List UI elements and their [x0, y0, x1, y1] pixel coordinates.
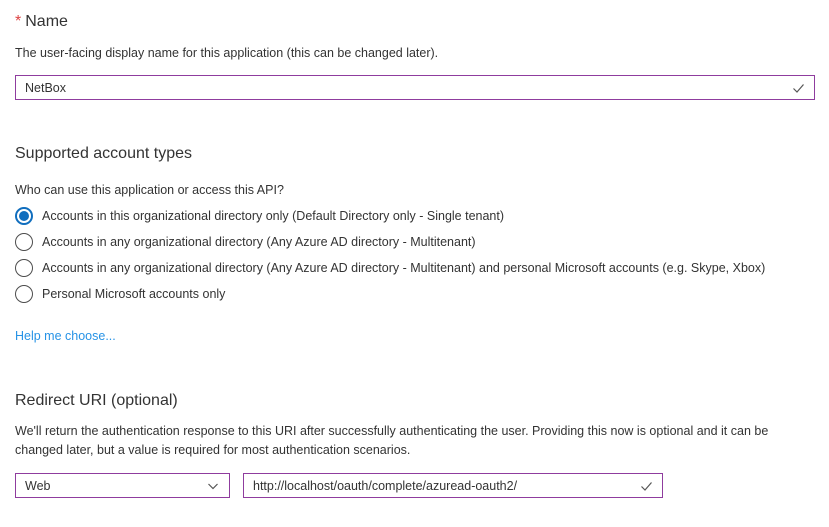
radio-label: Personal Microsoft accounts only: [42, 287, 226, 301]
redirect-uri-title: Redirect URI (optional): [15, 392, 178, 409]
account-types-question: Who can use this application or access this API?: [15, 183, 284, 197]
platform-select-value: Web: [25, 478, 51, 493]
chevron-down-icon: [206, 479, 220, 493]
radio-label: Accounts in this organizational directory only (Default Directory only - Single tenant): [42, 209, 505, 223]
radio-button-personal-only[interactable]: [15, 285, 33, 303]
account-types-radio-group: [15, 203, 815, 307]
name-section-title: [15, 11, 815, 32]
name-input-wrap: [15, 75, 815, 100]
radio-label: Accounts in any organizational directory (Any Azure AD directory - Multitenant) and personal Microsoft accounts (e.g. Skype, Xbox): [42, 261, 766, 275]
required-asterisk: *: [15, 13, 22, 30]
account-type-option-1[interactable]: [15, 229, 815, 255]
redirect-uri-description: We'll return the authentication response to this URI after successfully authenticating the user. Providing this now is optional and it can be changed later, but a value is required for most authentication scenarios.: [15, 424, 769, 457]
platform-select[interactable]: [15, 473, 230, 498]
radio-button-multitenant-personal[interactable]: [15, 259, 33, 277]
name-description: The user-facing display name for this application (this can be changed later).: [15, 46, 439, 60]
app-registration-form: [0, 11, 829, 498]
radio-button-multitenant[interactable]: [15, 233, 33, 251]
redirect-uri-row: [15, 473, 815, 498]
redirect-uri-input[interactable]: [243, 473, 663, 498]
help-me-choose-link[interactable]: Help me choose...: [15, 329, 116, 343]
account-types-title: Supported account types: [15, 145, 193, 162]
radio-label: Accounts in any organizational directory (Any Azure AD directory - Multitenant): [42, 235, 476, 249]
account-type-option-2[interactable]: [15, 255, 815, 281]
name-input[interactable]: [15, 75, 815, 100]
radio-button-single-tenant[interactable]: [15, 207, 33, 225]
account-type-option-0[interactable]: [15, 203, 815, 229]
uri-input-wrap: [243, 473, 663, 498]
name-title-text: Name: [25, 13, 68, 30]
account-type-option-3[interactable]: [15, 281, 815, 307]
